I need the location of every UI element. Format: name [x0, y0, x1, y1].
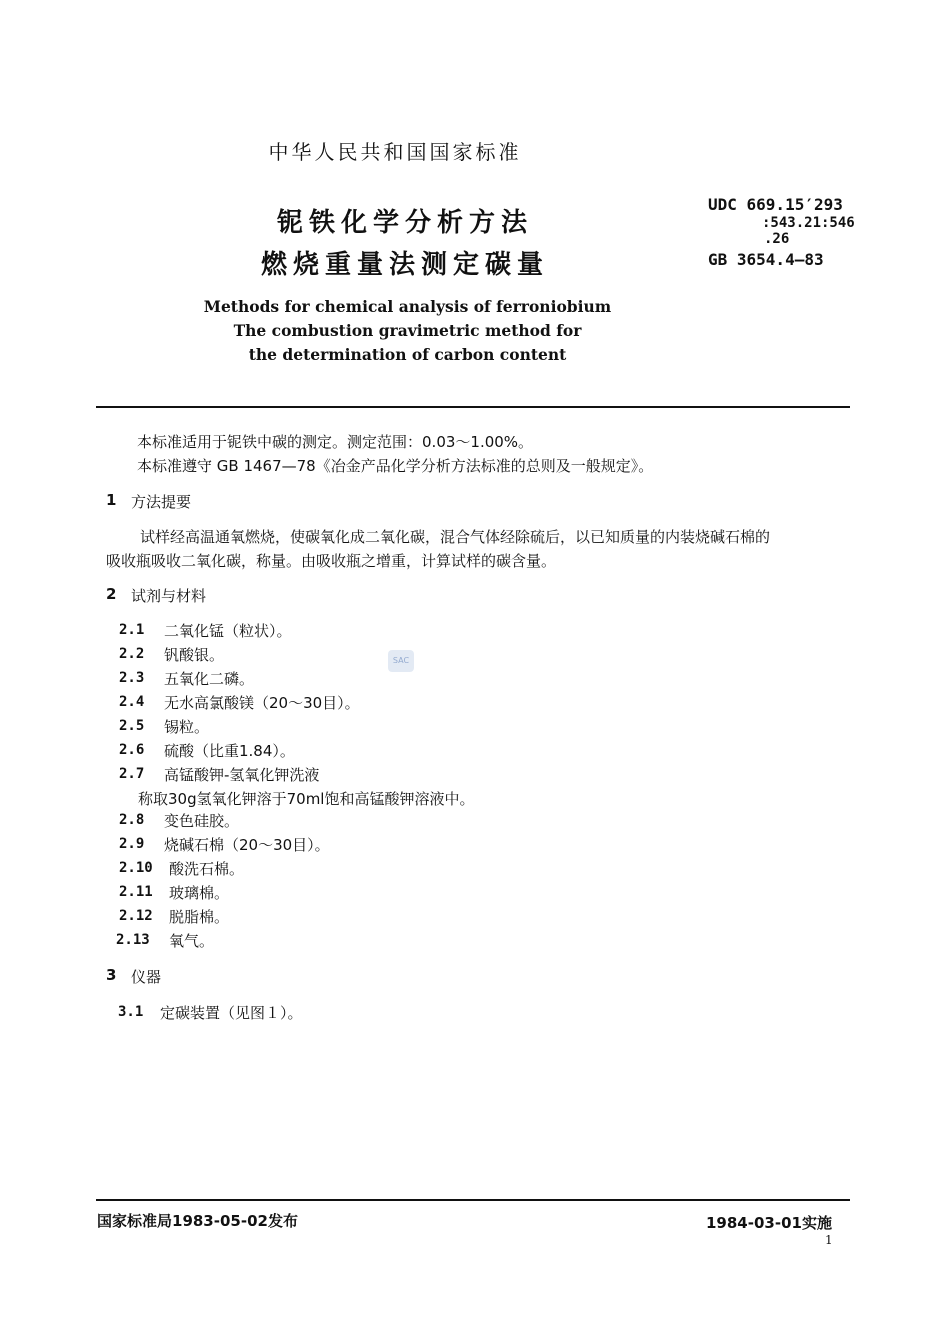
footer-divider — [96, 1199, 850, 1201]
header-divider — [96, 406, 850, 408]
list-item-continuation: 称取30g氢氧化钾溶于70ml饱和高锰酸钾溶液中。 — [138, 790, 475, 808]
section-2-title: 试剂与材料 — [131, 587, 207, 605]
item-number: 2.13 — [116, 932, 150, 948]
scope-line-2: 本标准遵守 GB 1467—78《冶金产品化学分析方法标准的总则及一般规定》。 — [137, 457, 654, 475]
list-item: 无水高氯酸镁（20～30目）。 — [164, 694, 360, 712]
effective-date: 1984-03-01实施 — [706, 1214, 832, 1232]
list-item: 高锰酸钾-氢氧化钾洗液 — [164, 766, 320, 784]
item-number: 2.1 — [119, 622, 145, 638]
title-en-line-3: the determination of carbon content — [248, 345, 567, 364]
list-item: 五氧化二磷。 — [164, 670, 255, 688]
list-item: 变色硅胶。 — [164, 812, 240, 830]
section-1-number: 1 — [106, 491, 117, 509]
title-en-line-1: Methods for chemical analysis of ferroniobium — [203, 297, 612, 316]
item-number: 2.5 — [119, 718, 145, 734]
list-item: 二氧化锰（粒状）。 — [164, 622, 292, 640]
section-1-paragraph-line-1: 试样经高温通氧燃烧，使碳氧化成二氧化碳，混合气体经除硫后，以已知质量的内装烧碱石棉的 — [140, 528, 771, 546]
list-item: 定碳装置（见图１）。 — [160, 1004, 303, 1022]
item-number: 2.12 — [119, 908, 153, 924]
section-2-number: 2 — [106, 585, 117, 603]
list-item: 玻璃棉。 — [169, 884, 230, 902]
item-number: 2.7 — [119, 766, 145, 782]
udc-code-line-2: :543.21:546 — [762, 215, 855, 231]
list-item: 锡粒。 — [164, 718, 210, 736]
section-3-title: 仪器 — [131, 968, 162, 986]
section-1-title: 方法提要 — [131, 493, 192, 511]
page-number: 1 — [825, 1233, 833, 1247]
title-cn-line-2: 燃烧重量法测定碳量 — [260, 250, 549, 280]
list-item: 氧气。 — [169, 932, 215, 950]
issued-date: 国家标准局1983-05-02发布 — [97, 1212, 298, 1230]
title-cn-line-1: 铌铁化学分析方法 — [276, 208, 533, 238]
item-number: 2.10 — [119, 860, 153, 876]
item-number: 3.1 — [118, 1004, 144, 1020]
national-standard-heading: 中华人民共和国国家标准 — [268, 140, 522, 164]
item-number: 2.8 — [119, 812, 145, 828]
section-3-number: 3 — [106, 966, 117, 984]
item-number: 2.4 — [119, 694, 145, 710]
gb-standard-code: GB 3654.4—83 — [708, 250, 824, 269]
udc-code-line-3: .26 — [764, 231, 790, 247]
list-item: 硫酸（比重1.84）。 — [164, 742, 295, 760]
item-number: 2.9 — [119, 836, 145, 852]
item-number: 2.11 — [119, 884, 153, 900]
list-item: 烧碱石棉（20～30目）。 — [164, 836, 330, 854]
udc-code-line-1: UDC 669.15′293 — [708, 195, 843, 214]
list-item: 钒酸银。 — [164, 646, 225, 664]
item-number: 2.2 — [119, 646, 145, 662]
watermark-logo: SAC — [388, 650, 414, 672]
section-1-paragraph-line-2: 吸收瓶吸收二氧化碳，称量。由吸收瓶之增重，计算试样的碳含量。 — [106, 552, 557, 570]
item-number: 2.6 — [119, 742, 145, 758]
title-en-line-2: The combustion gravimetric method for — [233, 321, 582, 340]
scope-line-1: 本标准适用于铌铁中碳的测定。测定范围：0.03～1.00%。 — [137, 433, 534, 451]
item-number: 2.3 — [119, 670, 145, 686]
list-item: 酸洗石棉。 — [169, 860, 245, 878]
list-item: 脱脂棉。 — [169, 908, 230, 926]
